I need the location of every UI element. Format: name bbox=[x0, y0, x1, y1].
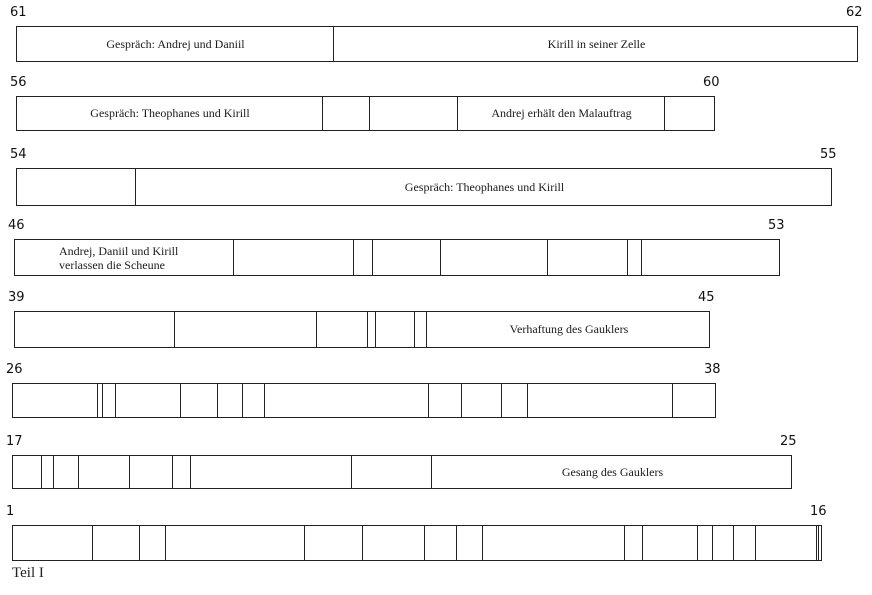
shot-divider bbox=[264, 384, 265, 417]
shot-divider bbox=[456, 526, 457, 560]
shot-divider bbox=[527, 384, 528, 417]
shot-strip bbox=[14, 311, 710, 348]
shot-divider bbox=[712, 526, 713, 560]
shot-divider bbox=[165, 526, 166, 560]
strip-start-number: 26 bbox=[6, 362, 23, 377]
strip-end-number: 60 bbox=[703, 75, 720, 90]
shot-divider bbox=[180, 384, 181, 417]
shot-divider bbox=[372, 240, 373, 275]
strip-start-number: 17 bbox=[6, 434, 23, 449]
strip-start-number: 39 bbox=[8, 290, 25, 305]
shot-divider bbox=[217, 384, 218, 417]
strip-start-number: 54 bbox=[10, 147, 27, 162]
shot-label: Andrej erhält den Malauftrag bbox=[491, 106, 632, 121]
shot-divider bbox=[816, 526, 817, 560]
shot-divider bbox=[78, 456, 79, 488]
shot-label: Gespräch: Andrej und Daniil bbox=[106, 36, 245, 51]
shot-divider bbox=[755, 526, 756, 560]
shot-strip bbox=[16, 26, 858, 62]
shot-label: Gesang des Gauklers bbox=[561, 464, 664, 479]
strip-start-number: 1 bbox=[6, 504, 15, 519]
strip-end-number: 45 bbox=[698, 290, 715, 305]
shot-label: Gespräch: Theophanes und Kirill bbox=[404, 179, 565, 194]
shot-divider bbox=[92, 526, 93, 560]
shot-divider bbox=[375, 312, 376, 347]
shot-divider bbox=[547, 240, 548, 275]
shot-divider bbox=[627, 240, 628, 275]
strip-end-number: 16 bbox=[810, 504, 827, 519]
strip-end-number: 62 bbox=[846, 5, 863, 20]
shot-divider bbox=[190, 456, 191, 488]
shot-strip bbox=[14, 239, 780, 276]
shot-divider bbox=[367, 312, 368, 347]
strip-end-number: 55 bbox=[820, 147, 837, 162]
shot-divider bbox=[172, 456, 173, 488]
shot-strip bbox=[12, 525, 822, 561]
shot-divider bbox=[242, 384, 243, 417]
strip-start-number: 56 bbox=[10, 75, 27, 90]
shot-divider bbox=[482, 526, 483, 560]
shot-divider bbox=[818, 526, 819, 560]
shot-divider bbox=[316, 312, 317, 347]
shot-divider bbox=[461, 384, 462, 417]
shot-divider bbox=[362, 526, 363, 560]
shot-divider bbox=[304, 526, 305, 560]
shot-divider bbox=[139, 526, 140, 560]
shot-divider bbox=[115, 384, 116, 417]
shot-divider bbox=[624, 526, 625, 560]
shot-divider bbox=[414, 312, 415, 347]
shot-divider bbox=[97, 384, 98, 417]
shot-divider bbox=[428, 384, 429, 417]
shot-divider bbox=[697, 526, 698, 560]
shot-divider bbox=[641, 240, 642, 275]
shot-divider bbox=[351, 456, 352, 488]
strip-end-number: 53 bbox=[768, 218, 785, 233]
shot-strip bbox=[16, 168, 832, 206]
shot-divider bbox=[369, 97, 370, 130]
shot-divider bbox=[174, 312, 175, 347]
strip-start-number: 61 bbox=[10, 5, 27, 20]
shot-divider bbox=[353, 240, 354, 275]
shot-label: Kirill in seiner Zelle bbox=[547, 36, 646, 51]
strip-start-number: 46 bbox=[8, 218, 25, 233]
shot-label: Verhaftung des Gauklers bbox=[509, 322, 629, 337]
shot-divider bbox=[440, 240, 441, 275]
shot-divider bbox=[672, 384, 673, 417]
shot-divider bbox=[642, 526, 643, 560]
shot-divider bbox=[501, 384, 502, 417]
shot-strip bbox=[12, 383, 716, 418]
shot-divider bbox=[53, 456, 54, 488]
shot-divider bbox=[733, 526, 734, 560]
shot-label: Andrej, Daniil und Kirill verlassen die Scheune bbox=[59, 244, 179, 273]
shot-divider bbox=[424, 526, 425, 560]
shot-divider bbox=[129, 456, 130, 488]
strip-end-number: 25 bbox=[780, 434, 797, 449]
shot-label: Gespräch: Theophanes und Kirill bbox=[90, 106, 250, 121]
shot-divider bbox=[41, 456, 42, 488]
shot-strip bbox=[16, 96, 715, 131]
part-label: Teil I bbox=[12, 565, 44, 581]
shot-strip bbox=[12, 455, 792, 489]
shot-divider bbox=[102, 384, 103, 417]
strip-end-number: 38 bbox=[704, 362, 721, 377]
